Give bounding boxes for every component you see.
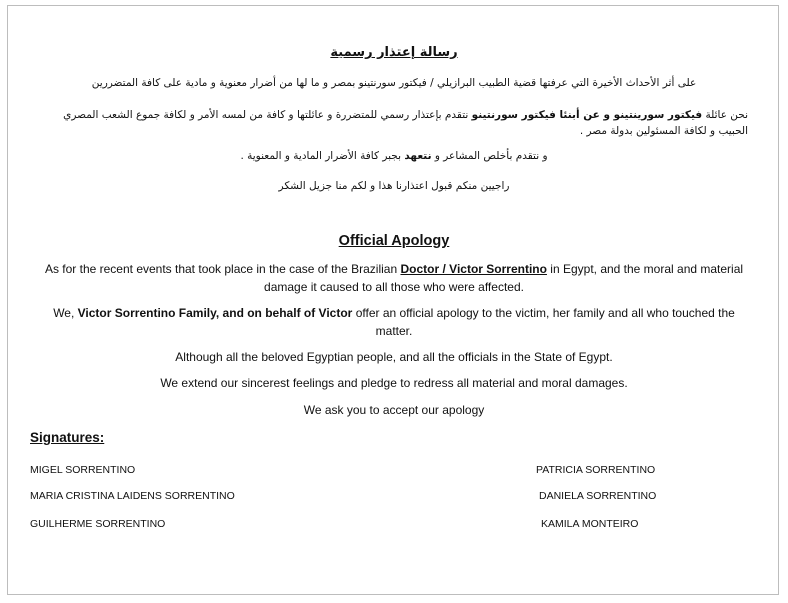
english-paragraph-3: Although all the beloved Egyptian people, and all the officials in the State of Egypt.: [175, 350, 613, 364]
english-paragraph-2: [40, 304, 748, 340]
arabic-p2-start: نحن عائلة: [702, 109, 748, 121]
signature-right-2: DANIELA SORRENTINO: [539, 490, 657, 502]
english-paragraph-5: We ask you to accept our apology: [303, 403, 485, 417]
english-paragraph-4: We extend our sincerest feelings and pledge to redress all material and moral damages.: [160, 376, 628, 390]
signature-right-3: KAMILA MONTEIRO: [541, 518, 639, 530]
english-title: Official Apology: [338, 233, 450, 249]
arabic-p3-start: و نتقدم بأخلص المشاعر و: [431, 150, 548, 162]
arabic-paragraph-4: راجيين منكم قبول اعتذارنا هذا و لكم منا جزيل الشكر: [278, 180, 510, 192]
english-paragraph-1: [40, 260, 748, 296]
english-p2-start: We,: [53, 306, 78, 320]
arabic-p2-end: نتقدم بإعتذار رسمي للمتضررة و عائلتها و كافة من لمسه الأمر و لكافة جموع الشعب المصري الحبيب و لكافة المسئولين بدولة مصر .: [63, 109, 748, 137]
english-p1-start: As for the recent events that took place in the case of the Brazilian: [44, 262, 401, 276]
english-p2-end: offer an official apology to the victim, her family and all who touched the matter.: [352, 306, 735, 338]
signature-left-3: GUILHERME SORRENTINO: [30, 518, 166, 530]
arabic-p3-end: بجبر كافة الأضرار المادية و المعنوية .: [240, 150, 405, 162]
signature-left-1: MIGEL SORRENTINO: [30, 464, 136, 476]
signatures-heading: Signatures:: [30, 430, 105, 445]
arabic-p3-pledge: نتعهد: [404, 150, 432, 162]
signature-left-2: MARIA CRISTINA LAIDENS SORRENTINO: [30, 490, 235, 502]
arabic-paragraph-1: على أثر الأحداث الأخيرة التي عرفتها قضية الطبيب البرازيلي / فيكتور سورنتينو بمصر و ما لها من أضرار معنوية و مادية على كافة المتضررين: [91, 77, 697, 89]
arabic-paragraph-3: [30, 148, 758, 164]
signature-right-1: PATRICIA SORRENTINO: [536, 464, 656, 476]
english-p1-doctor: Doctor / Victor Sorrentino: [400, 262, 547, 276]
arabic-p2-names: فيكتور سورينتينو و عن أبنئا فيكتور سورنتينو: [471, 109, 703, 121]
arabic-title: رسالة إعتذار رسمية: [330, 45, 458, 60]
arabic-paragraph-2: [40, 107, 748, 139]
english-p2-family: Victor Sorrentino Family, and on behalf of Victor: [77, 306, 353, 320]
document-frame: [7, 5, 779, 595]
english-p1-end: in Egypt, and the moral and material damage it caused to all those who were affected.: [264, 262, 744, 294]
